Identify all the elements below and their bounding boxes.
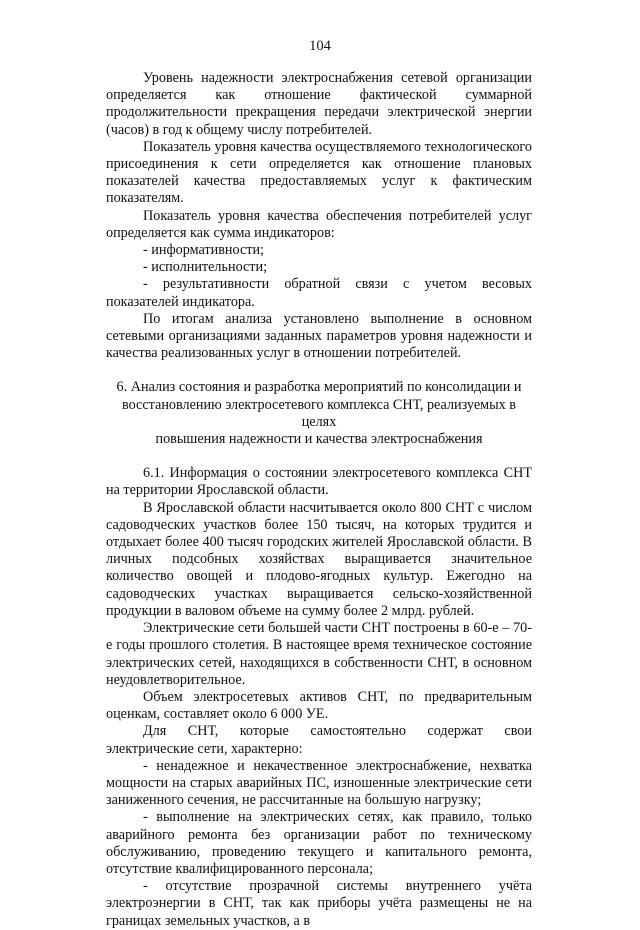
list-item-feedback: - результативности обратной связи с учетом весовых показателей индикатора. — [106, 276, 532, 310]
paragraph-snt-count: В Ярославской области насчитывается около 800 СНТ с числом садоводческих участков более 150 тысяч, на которых трудится и отдыхает более 400 тысяч городских жителей Ярославской области. В личных подсобных хозяйствах выращивается значительное количество овощей и плодово-ягодных культур. Ежегодно на садоводческих участках выращивается сельско-хозяйственной продукции в валовом объеме на сумму более 2 млрд. рублей. — [106, 499, 532, 619]
paragraph-network-condition: Электрические сети большей части СНТ построены в 60-е – 70-е годы прошлого столетия. В настоящее время техническое состояние электрических сетей, находящихся в собственности СНТ, в основном неудовлетворительное. — [106, 620, 532, 688]
section-heading-line: повышения надежности и качества электроснабжения — [155, 431, 483, 448]
list-item-executiveness: - исполнительности; — [143, 259, 268, 276]
paragraph-subsection-title: 6.1. Информация о состоянии электросетевого комплекса СНТ на территории Ярославской области. — [106, 465, 532, 499]
list-item-unreliable-supply: - ненадежное и некачественное электроснабжение, нехватка мощности на старых аварийных ПС, изношенные электрические сети заниженного сечения, не рассчитанные на большую нагрузку; — [106, 757, 532, 809]
list-item-emergency-repair: - выполнение на электрических сетях, как правило, только аварийного ремонта без организации работ по техническому обслуживанию, проведению текущего и капитального ремонта, отсутствие квалифицированного персонала; — [106, 809, 532, 877]
paragraph-reliability: Уровень надежности электроснабжения сетевой организации определяется как отношение фактической суммарной продолжительности прекращения передачи электрической энергии (часов) в год к общему числу потребителей. — [106, 70, 532, 138]
paragraph-analysis-results: По итогам анализа установлено выполнение в основном сетевыми организациями заданных параметров уровня надежности и качества реализованных услуг в отношении потребителей. — [106, 310, 532, 362]
paragraph-characteristics: Для СНТ, которые самостоятельно содержат свои электрические сети, характерно: — [106, 723, 532, 757]
list-item-informativeness: - информативности; — [143, 242, 264, 259]
paragraph-asset-volume: Объем электросетевых активов СНТ, по предварительным оценкам, составляет около 6 000 УЕ. — [106, 688, 532, 723]
paragraph-connection-quality: Показатель уровня качества осуществляемого технологического присоединения к сети определяется как отношение плановых показателей качества предоставляемых услуг к фактическим показателям. — [106, 138, 532, 207]
section-heading — [106, 379, 532, 448]
page-number: 104 — [309, 38, 331, 54]
section-heading-line: 6. Анализ состояния и разработка мероприятий по консолидации и — [116, 379, 522, 396]
document-body — [106, 70, 532, 930]
section-heading-line: восстановлению электросетевого комплекса СНТ, реализуемых в целях — [122, 396, 516, 430]
paragraph-service-quality: Показатель уровня качества обеспечения потребителей услуг определяется как сумма индикаторов: — [106, 207, 532, 241]
list-item-metering: - отсутствие прозрачной системы внутреннего учёта электроэнергии в СНТ, так как приборы учёта размещены не на границах земельных участков, а в — [106, 878, 532, 929]
